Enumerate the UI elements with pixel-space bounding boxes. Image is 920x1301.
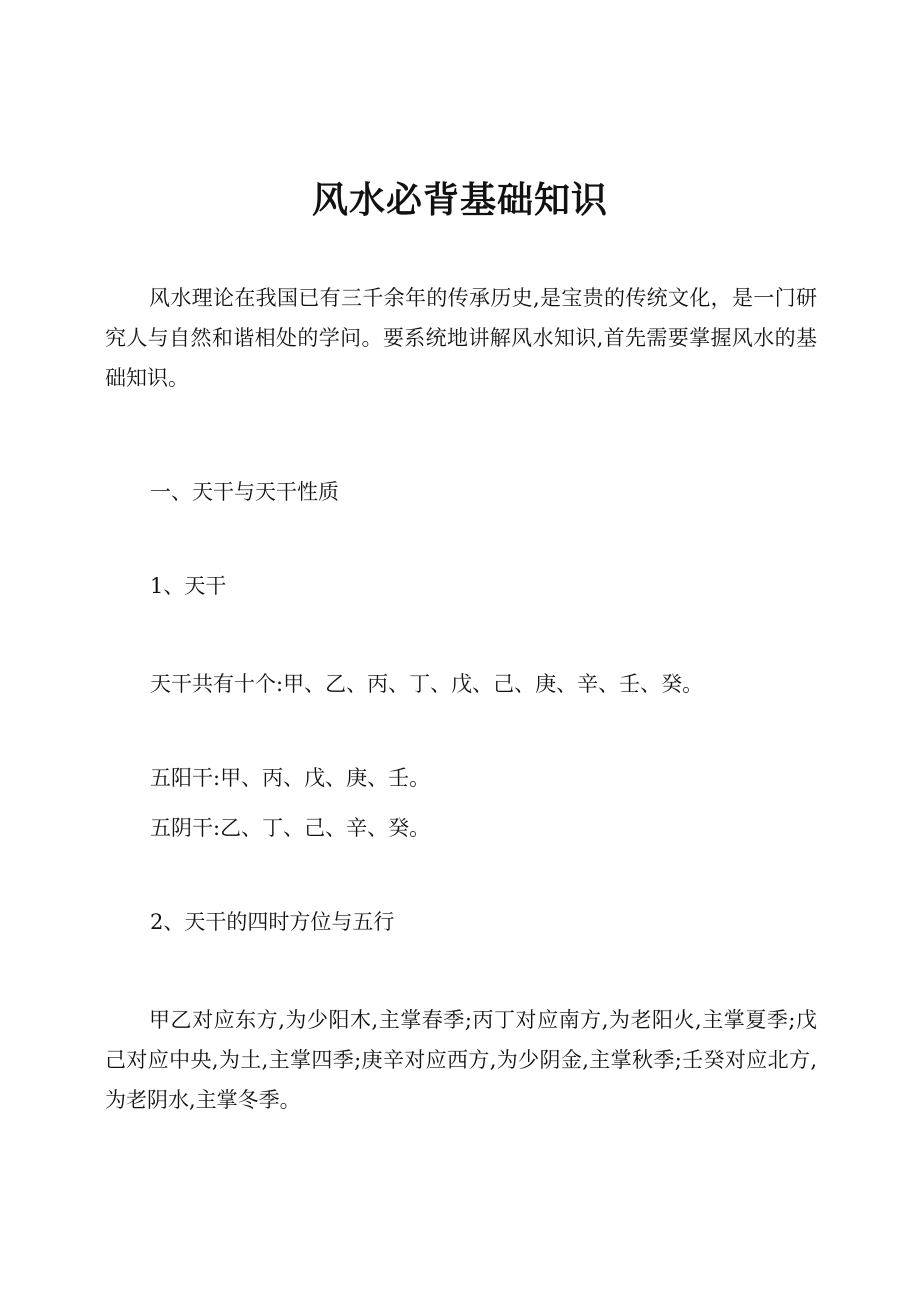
subsection-heading-1: 1、天干 (150, 574, 227, 598)
document-title: 风水必背基础知识 (311, 180, 608, 221)
yang-stems-line: 五阳干:甲、丙、戊、庚、壬。 (150, 766, 431, 790)
intro-paragraph: 风水理论在我国已有三千余年的传承历史,是宝贵的传统文化，是一门研究人与自然和谐相处的学问。要系统地讲解风水知识,首先需要掌握风水的基础知识。 (105, 286, 817, 390)
directions-paragraph: 甲乙对应东方,为少阳木,主掌春季;丙丁对应南方,为老阳火,主掌夏季;戊己对应中央,为土,主掌四季;庚辛对应西方,为少阴金,主掌秋季;壬癸对应北方,为老阴水,主掌冬季。 (105, 1008, 817, 1112)
heavenly-stems-line: 天干共有十个:甲、乙、丙、丁、戊、己、庚、辛、壬、癸。 (150, 672, 704, 696)
section-heading-1: 一、天干与天干性质 (150, 480, 339, 504)
yin-stems-line: 五阴干:乙、丁、己、辛、癸。 (150, 816, 431, 840)
subsection-heading-2: 2、天干的四时方位与五行 (150, 910, 395, 934)
